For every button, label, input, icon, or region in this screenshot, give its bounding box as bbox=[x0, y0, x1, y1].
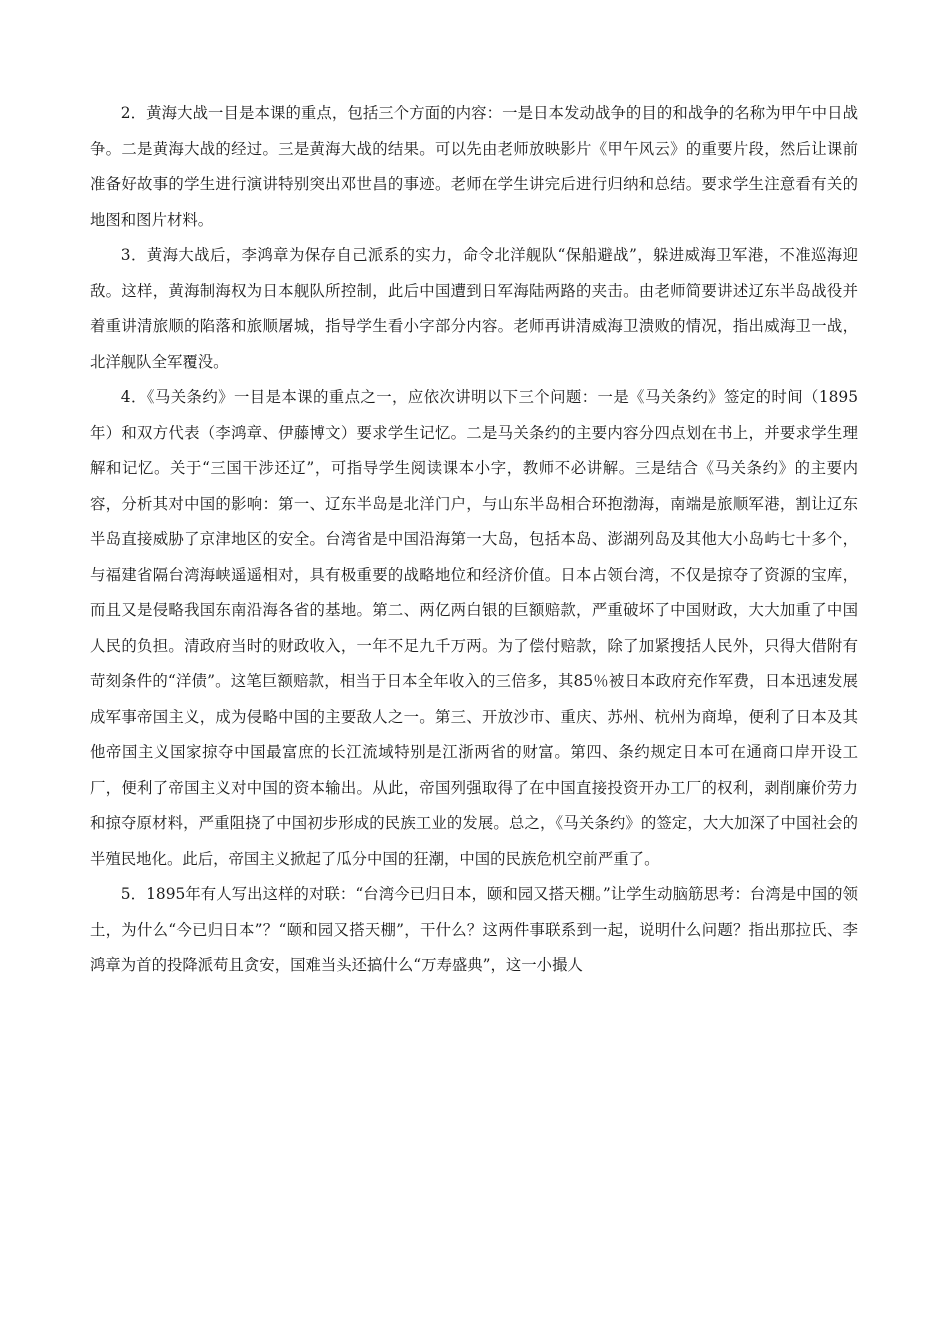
paragraph-5-couplet: 5．1895年有人写出这样的对联：“台湾今已归日本，颐和园又搭天棚。”让学生动脑筋思考：台湾是中国的领土，为什么“今已归日本”？“颐和园又搭天棚”，干什么？这两件事联系到一起，说明什么问题？指出那拉氏、李鸿章为首的投降派苟且贪安，国难当头还搞什么“万寿盛典”，这一小撮人 bbox=[90, 885, 858, 974]
paragraph-2-yellow-sea-battle: 2．黄海大战一目是本课的重点，包括三个方面的内容：一是日本发动战争的目的和战争的名称为甲午中日战争。二是黄海大战的经过。三是黄海大战的结果。可以先由老师放映影片《甲午风云》的重要片段，然后让课前准备好故事的学生进行演讲特别突出邓世昌的事迹。老师在学生讲完后进行归纳和总结。要求学生注意看有关的地图和图片材料。 bbox=[90, 104, 858, 229]
paragraph-3-after-battle: 3．黄海大战后，李鸿章为保存自己派系的实力，命令北洋舰队“保船避战”，躲进威海卫军港，不准巡海迎敌。这样，黄海制海权为日本舰队所控制，此后中国遭到日军海陆两路的夹击。由老师简要讲述辽东半岛战役并着重讲清旅顺的陷落和旅顺屠城，指导学生看小字部分内容。老师再讲清威海卫溃败的情况，指出威海卫一战，北洋舰队全军覆没。 bbox=[90, 246, 858, 371]
paragraph-4-treaty-of-shimonoseki: 4．《马关条约》一目是本课的重点之一，应依次讲明以下三个问题：一是《马关条约》签定的时间（1895年）和双方代表（李鸿章、伊藤博文）要求学生记忆。二是马关条约的主要内容分四点划在书上，并要求学生理解和记忆。关于“三国干涉还辽”，可指导学生阅读课本小字，教师不必讲解。三是结合《马关条约》的主要内容，分析其对中国的影响：第一、辽东半岛是北洋门户，与山东半岛相合环抱渤海，南端是旅顺军港，割让辽东半岛直接威胁了京津地区的安全。台湾省是中国沿海第一大岛，包括本岛、澎湖列岛及其他大小岛屿七十多个，与福建省隔台湾海峡遥遥相对，具有极重要的战略地位和经济价值。日本占领台湾，不仅是掠夺了资源的宝库，而且又是侵略我国东南沿海各省的基地。第二、两亿两白银的巨额赔款，严重破坏了中国财政，大大加重了中国人民的负担。清政府当时的财政收入，一年不足九千万两。为了偿付赔款，除了加紧搜括人民外，只得大借附有苛刻条件的“洋债”。这笔巨额赔款，相当于日本全年收入的三倍多，其85％被日本政府充作军费，日本迅速发展成军事帝国主义，成为侵略中国的主要敌人之一。第三、开放沙市、重庆、苏州、杭州为商埠，便利了日本及其他帝国主义国家掠夺中国最富庶的长江流域特别是江浙两省的财富。第四、条约规定日本可在通商口岸开设工厂，便利了帝国主义对中国的资本输出。从此，帝国列强取得了在中国直接投资开办工厂的权利，剥削廉价劳力和掠夺原材料，严重阻挠了中国初步形成的民族工业的发展。总之，《马关条约》的签定，大大加深了中国社会的半殖民地化。此后，帝国主义掀起了瓜分中国的狂潮，中国的民族危机空前严重了。 bbox=[90, 388, 858, 868]
document-page bbox=[90, 96, 858, 984]
